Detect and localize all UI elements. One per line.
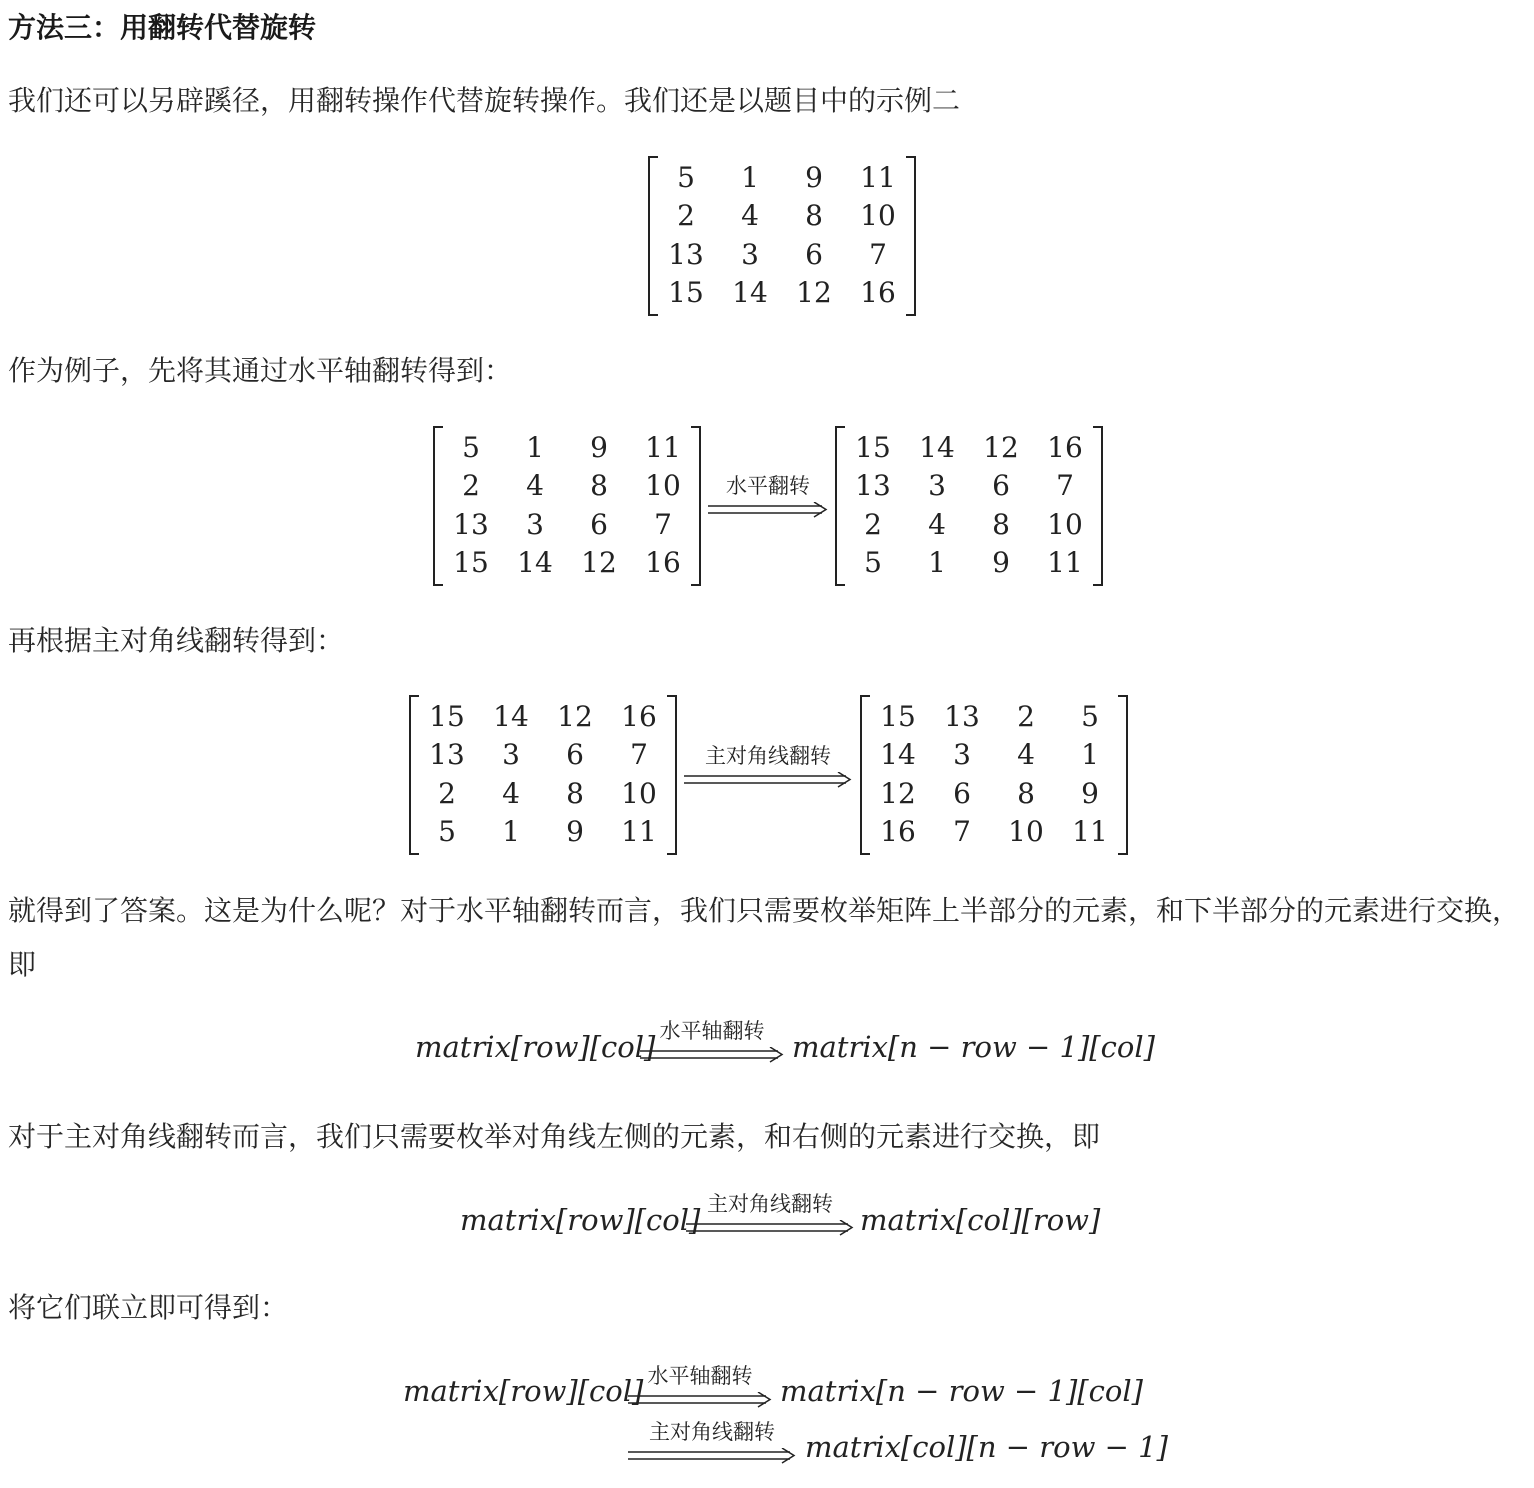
matrix-cell: 7 xyxy=(1056,469,1074,503)
matrix-cell: 15 xyxy=(855,430,891,464)
matrix-cell: 1 xyxy=(1081,738,1099,772)
horizontal-axis-flip-label-2: 水平轴翻转 xyxy=(647,1364,753,1388)
matrix-cell: 1 xyxy=(741,160,759,194)
matrix-cell: 1 xyxy=(502,815,520,849)
matrix-cell: 8 xyxy=(992,507,1010,541)
matrix-cell: 7 xyxy=(869,237,887,271)
matrix-cell: 3 xyxy=(526,507,544,541)
double-arrow-icon xyxy=(708,502,828,518)
matrix-original-2 xyxy=(439,428,695,582)
paragraph-explanation: 就得到了答案。这是为什么呢？对于水平轴翻转而言，我们只需要枚举矩阵上半部分的元素，和下半部分的元素进行交换，即 xyxy=(8,894,1521,981)
matrix-cell: 14 xyxy=(517,546,553,580)
matrix-cell: 5 xyxy=(1081,699,1099,733)
matrix-cell: 13 xyxy=(668,237,704,271)
matrix-cell: 9 xyxy=(805,160,823,194)
equation-rhs-2: matrix[col][row] xyxy=(860,1203,1101,1237)
double-arrow-icon xyxy=(640,1047,784,1063)
horizontal-flip-label: 水平翻转 xyxy=(726,474,810,498)
matrix-cell: 4 xyxy=(928,507,946,541)
horizontal-axis-flip-arrow-2 xyxy=(628,1360,772,1408)
matrix-cell: 3 xyxy=(953,738,971,772)
double-arrow-icon xyxy=(686,1220,854,1236)
equation-rhs-4: matrix[col][n − row − 1] xyxy=(805,1430,1168,1464)
matrix-original xyxy=(654,158,910,312)
matrix-cell: 11 xyxy=(1072,815,1108,849)
matrix-cell: 16 xyxy=(1047,430,1083,464)
matrix-cell: 2 xyxy=(462,469,480,503)
matrix-cell: 9 xyxy=(992,546,1010,580)
matrix-cell: 7 xyxy=(630,738,648,772)
matrix-cell: 5 xyxy=(677,160,695,194)
paragraph-intro: 我们还可以另辟蹊径，用翻转操作代替旋转操作。我们还是以题目中的示例二 xyxy=(8,84,961,117)
matrix-cell: 13 xyxy=(944,699,980,733)
matrix-cell: 6 xyxy=(992,469,1010,503)
diagonal-flip-arrow-3 xyxy=(628,1416,796,1464)
matrix-cell: 3 xyxy=(502,738,520,772)
matrix-cell: 5 xyxy=(864,546,882,580)
matrix-cell: 2 xyxy=(1017,699,1035,733)
diagonal-flip-label: 主对角线翻转 xyxy=(705,744,831,768)
matrix-cell: 15 xyxy=(453,546,489,580)
matrix-cell: 12 xyxy=(796,276,832,310)
matrix-cell: 4 xyxy=(741,199,759,233)
equation-lhs-3: matrix[row][col] xyxy=(403,1374,644,1408)
equation-lhs-1: matrix[row][col] xyxy=(415,1030,656,1064)
paragraph-example: 作为例子，先将其通过水平轴翻转得到： xyxy=(8,354,513,387)
matrix-cell: 8 xyxy=(566,776,584,810)
matrix-cell: 15 xyxy=(880,699,916,733)
horizontal-axis-flip-label: 水平轴翻转 xyxy=(659,1019,765,1043)
matrix-cell: 13 xyxy=(429,738,465,772)
horizontal-axis-flip-arrow xyxy=(640,1015,784,1063)
matrix-cell: 9 xyxy=(566,815,584,849)
matrix-cell: 14 xyxy=(880,738,916,772)
matrix-cell: 1 xyxy=(928,546,946,580)
matrix-cell: 16 xyxy=(880,815,916,849)
matrix-cell: 5 xyxy=(438,815,456,849)
matrix-cell: 6 xyxy=(566,738,584,772)
matrix-cell: 6 xyxy=(590,507,608,541)
matrix-cell: 10 xyxy=(1008,815,1044,849)
matrix-cell: 16 xyxy=(860,276,896,310)
matrix-cell: 7 xyxy=(953,815,971,849)
equation-rhs-1: matrix[n − row − 1][col] xyxy=(792,1030,1155,1064)
matrix-cell: 12 xyxy=(880,776,916,810)
horizontal-flip-arrow xyxy=(708,470,828,518)
matrix-cell: 9 xyxy=(590,430,608,464)
matrix-cell: 4 xyxy=(502,776,520,810)
matrix-flipped-2 xyxy=(415,697,671,851)
matrix-cell: 15 xyxy=(429,699,465,733)
paragraph-diagonal-explain: 对于主对角线翻转而言，我们只需要枚举对角线左侧的元素，和右侧的元素进行交换，即 xyxy=(8,1120,1101,1153)
matrix-cell: 11 xyxy=(645,430,681,464)
matrix-cell: 2 xyxy=(677,199,695,233)
matrix-cell: 2 xyxy=(438,776,456,810)
matrix-cell: 13 xyxy=(855,469,891,503)
matrix-cell: 16 xyxy=(645,546,681,580)
double-arrow-icon xyxy=(628,1392,772,1408)
matrix-cell: 11 xyxy=(621,815,657,849)
matrix-cell: 10 xyxy=(1047,507,1083,541)
matrix-cell: 4 xyxy=(1017,738,1035,772)
matrix-cell: 12 xyxy=(581,546,617,580)
diagonal-flip-label-3: 主对角线翻转 xyxy=(649,1420,775,1444)
matrix-cell: 8 xyxy=(1017,776,1035,810)
matrix-cell: 7 xyxy=(654,507,672,541)
double-arrow-icon xyxy=(684,772,852,788)
matrix-cell: 2 xyxy=(864,507,882,541)
matrix-cell: 8 xyxy=(590,469,608,503)
matrix-cell: 6 xyxy=(953,776,971,810)
matrix-cell: 1 xyxy=(526,430,544,464)
matrix-cell: 10 xyxy=(621,776,657,810)
double-arrow-icon xyxy=(628,1448,796,1464)
matrix-cell: 3 xyxy=(928,469,946,503)
paragraph-combine: 将它们联立即可得到： xyxy=(8,1291,289,1324)
matrix-cell: 14 xyxy=(493,699,529,733)
diagonal-flip-label-2: 主对角线翻转 xyxy=(707,1192,833,1216)
matrix-cell: 10 xyxy=(860,199,896,233)
matrix-cell: 11 xyxy=(860,160,896,194)
matrix-cell: 12 xyxy=(557,699,593,733)
matrix-cell: 8 xyxy=(805,199,823,233)
matrix-cell: 13 xyxy=(453,507,489,541)
matrix-cell: 4 xyxy=(526,469,544,503)
equation-lhs-2: matrix[row][col] xyxy=(460,1203,701,1237)
section-heading: 方法三：用翻转代替旋转 xyxy=(8,11,317,44)
matrix-cell: 16 xyxy=(621,699,657,733)
matrix-flipped xyxy=(841,428,1097,582)
matrix-cell: 5 xyxy=(462,430,480,464)
matrix-cell: 12 xyxy=(983,430,1019,464)
matrix-transposed xyxy=(866,697,1122,851)
matrix-cell: 3 xyxy=(741,237,759,271)
matrix-cell: 14 xyxy=(732,276,768,310)
matrix-cell: 10 xyxy=(645,469,681,503)
matrix-cell: 6 xyxy=(805,237,823,271)
matrix-cell: 11 xyxy=(1047,546,1083,580)
equation-rhs-3: matrix[n − row − 1][col] xyxy=(780,1374,1143,1408)
diagonal-flip-arrow xyxy=(684,740,852,788)
diagonal-flip-arrow-2 xyxy=(686,1188,854,1236)
paragraph-diagonal: 再根据主对角线翻转得到： xyxy=(8,624,345,657)
matrix-cell: 15 xyxy=(668,276,704,310)
matrix-cell: 9 xyxy=(1081,776,1099,810)
matrix-cell: 14 xyxy=(919,430,955,464)
